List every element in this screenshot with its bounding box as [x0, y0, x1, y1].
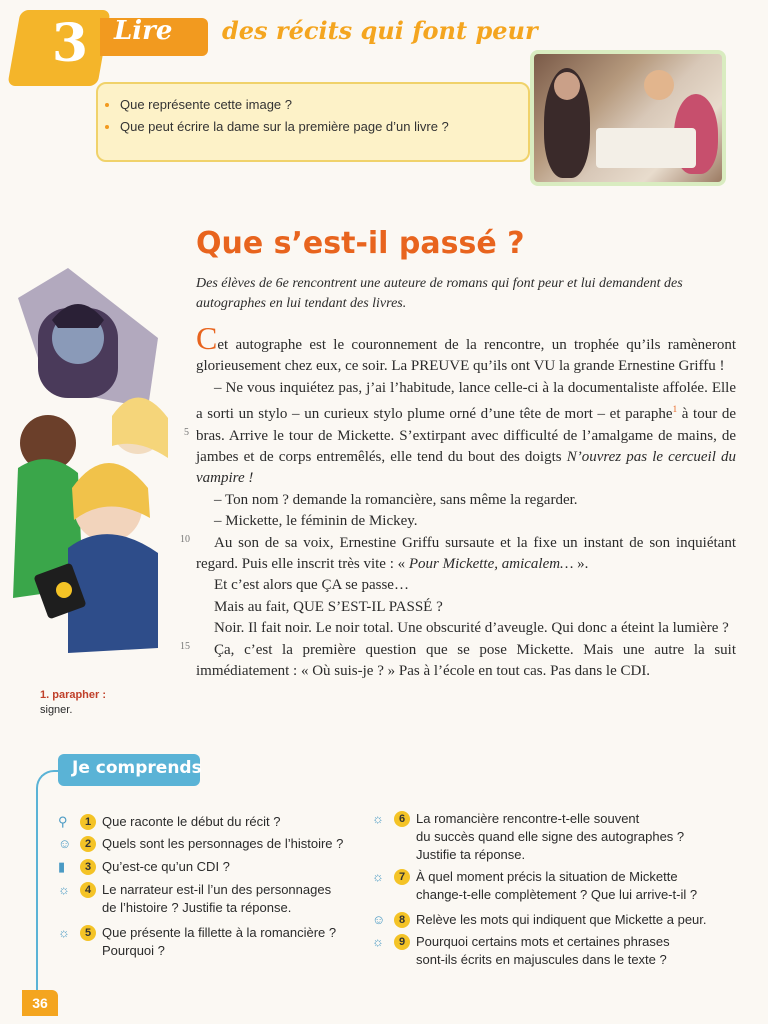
question-text [102, 835, 343, 853]
line-number: 15 [180, 641, 190, 652]
footnote-key: 1. parapher : [40, 689, 107, 701]
question-number: 5 [80, 925, 96, 941]
question-line: Que présente la fillette à la romancière ? [102, 925, 337, 940]
question-line: Quels sont les personnages de l’histoire ? [102, 836, 344, 851]
question-number: 2 [80, 836, 96, 852]
question-line: change-t-elle complètement ? Que lui arrive-t-il ? [416, 887, 698, 902]
question-number: 8 [394, 912, 410, 928]
paragraph: Ça, c’est la première question que se pose Mickette. Mais une autre la suit immédiatement : « Où suis-je ? » Pas à l’école en tout cas. Pas dans le CDI. [196, 641, 736, 680]
lightbulb-icon: ☼ [58, 882, 70, 897]
question-text [416, 911, 707, 929]
story-text [196, 320, 736, 683]
page-title: Que s’est-il passé ? [196, 226, 525, 261]
question-line: Justifie ta réponse. [416, 847, 526, 862]
lightbulb-icon: ☼ [372, 869, 384, 884]
question-line: de l’histoire ? Justifie ta réponse. [102, 900, 292, 915]
paragraph: – Ton nom ? demande la romancière, sans même la regarder. [214, 491, 578, 508]
paragraph: ». [573, 556, 589, 573]
lightbulb-icon: ☼ [372, 934, 384, 949]
question-number: 7 [394, 869, 410, 885]
question-line: À quel moment précis la situation de Mickette [416, 869, 678, 884]
footnote-value: signer. [40, 704, 73, 716]
paragraph: Au son de sa voix, Ernestine Griffu sursaute et la fixe un instant de son inquiétant regard. Puis elle inscrit très vite : « [196, 534, 736, 573]
section-bracket [36, 770, 60, 1002]
question-text [102, 924, 336, 960]
question-line: Relève les mots qui indiquent que Mickette a peur. [416, 912, 707, 927]
question-text [416, 933, 670, 969]
people-icon: ☺ [58, 836, 72, 851]
paragraph: et autographe est le couronnement de la rencontre, un trophée qu’ils ramèneront glorieusement chez eux, ce soir. La PREUVE qu’ils ont VU la grande Ernestine Griffu ! [196, 337, 736, 375]
lightbulb-icon: ☼ [372, 811, 384, 826]
question-line: Que raconte le début du récit ? [102, 814, 281, 829]
question-number: 4 [80, 882, 96, 898]
question-text [102, 858, 230, 876]
section-tag-label: Lire [114, 16, 173, 46]
search-people-icon: ⚲ [58, 814, 68, 829]
paragraph: – Ne vous inquiétez pas, j’ai l’habitude, lance celle-ci à la documentaliste affolée. Elle a sorti un stylo – un curieux stylo plume orné d’une tête de mort – et paraphe [196, 379, 736, 423]
chapter-number: 3 [51, 13, 89, 74]
question-line: Pourquoi ? [102, 943, 165, 958]
photo-book-signing [530, 50, 726, 186]
paragraph: Noir. Il fait noir. Le noir total. Une obscurité d’aveugle. Qui donc a éteint la lumière ? [214, 620, 729, 637]
question-line: Le narrateur est-il l’un des personnages [102, 882, 332, 897]
question-line: La romancière rencontre-t-elle souvent [416, 811, 640, 826]
question-text [102, 813, 281, 831]
question-number: 3 [80, 859, 96, 875]
lightbulb-icon: ☼ [58, 925, 70, 940]
paragraph: Mais au fait, QUE S’EST-IL PASSÉ ? [214, 598, 443, 615]
question-text [416, 810, 684, 864]
question-line: sont-ils écrits en majuscules dans le texte ? [416, 952, 667, 967]
footnote-ref: 1 [672, 404, 678, 415]
question-number: 9 [394, 934, 410, 950]
question-number: 6 [394, 811, 410, 827]
paragraph: à tour de bras. Arrive le tour de Mickette. S’extirpant avec difficulté de l’amalgame de mains, de jambes et de corps entremêlés, elle tend du bout des doigts [196, 406, 736, 466]
je-comprends-label: Je comprends [72, 758, 202, 778]
footnote [40, 688, 106, 718]
question-line: Pourquoi certains mots et certaines phrases [416, 934, 670, 949]
paragraph: Et c’est alors que ÇA se passe… [214, 577, 409, 594]
line-number: 5 [184, 427, 189, 438]
question-text [102, 881, 331, 917]
line-number: 10 [180, 534, 190, 545]
warmup-questions-box [96, 82, 530, 162]
book-icon: ▮ [58, 859, 66, 874]
section-subtitle: des récits qui font peur [222, 16, 538, 45]
question-line: du succès quand elle signe des autographes ? [416, 829, 685, 844]
question-text [416, 868, 697, 904]
question-number: 1 [80, 814, 96, 830]
question-line: Qu’est-ce qu’un CDI ? [102, 859, 230, 874]
people-icon: ☺ [372, 912, 386, 927]
page-number: 36 [22, 990, 58, 1016]
warmup-question: • Que représente cette image ? [120, 94, 528, 116]
illustration-children-reading [8, 268, 178, 658]
warmup-question: • Que peut écrire la dame sur la première page d’un livre ? [120, 116, 528, 138]
intro-text: Des élèves de 6e rencontrent une auteure de romans qui font peur et lui demandent des autographes en lui tendant des livres. [196, 276, 683, 311]
paragraph: – Mickette, le féminin de Mickey. [214, 513, 418, 530]
dropcap: C [196, 320, 218, 356]
book-title: N’ouvrez pas le cercueil du vampire ! [196, 449, 736, 487]
dedication: Pour Mickette, amicalem… [408, 556, 574, 573]
